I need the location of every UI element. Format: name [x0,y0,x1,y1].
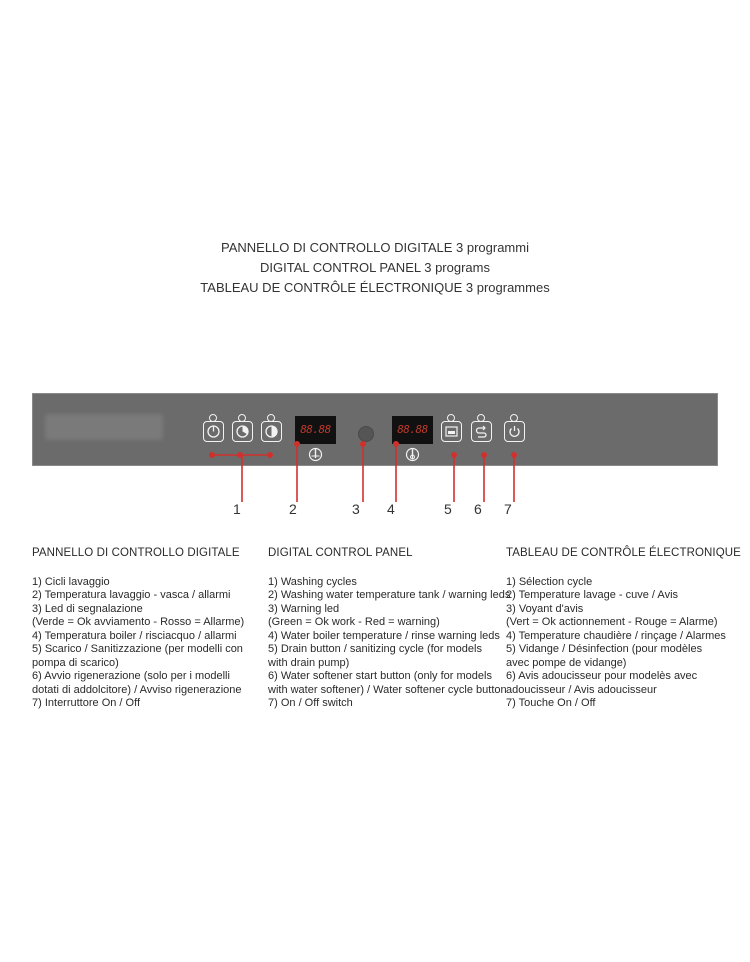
callout-number-1: 1 [233,501,241,517]
legend-line: with drain pump) [268,656,350,669]
legend-line: (Green = Ok work - Red = warning) [268,616,440,628]
legend-line: 4) Water boiler temperature / rinse warning leds [268,629,500,642]
legend-column-english [268,547,511,711]
legend-line: 3) Warning led [268,602,340,615]
boiler-temperature-display: 88.88 [392,416,433,444]
legend-line: 1) Sélection cycle [506,575,593,588]
legend-line: 1) Washing cycles [268,575,357,588]
legend-line: 7) Interruttore On / Off [32,697,141,709]
callout-number-7: 7 [504,501,512,517]
legend-line: 3) Voyant d'avis [506,602,584,615]
legend-line: adoucisseur / Avis adoucisseur [506,683,657,696]
legend-line: with water softener) / Water softener cycle button [268,683,507,696]
legend-line: 4) Temperatura boiler / risciacquo / allarmi [32,629,237,642]
callout-number-2: 2 [289,501,297,517]
title-italian: PANNELLO DI CONTROLLO DIGITALE 3 programmi [221,240,529,255]
legend-line: (Vert = Ok actionnement - Rouge = Alarme) [506,616,718,628]
legend-line: 6) Avvio rigenerazione (solo per i modelli [32,670,230,682]
column-heading: TABLEAU DE CONTRÔLE ÉLECTRONIQUE [506,547,741,559]
legend-line: dotati di addolcitore) / Avviso rigenerazione [32,683,242,696]
legend-line: 6) Avis adoucisseur pour modelès avec [506,670,698,682]
legend-line: (Verde = Ok avviamento - Rosso = Allarme) [32,616,245,628]
legend-line: 2) Temperatura lavaggio - vasca / allarmi [32,589,231,601]
legend-column-italian [32,547,272,711]
legend-line: 4) Temperature chaudière / rinçage / Alarmes [506,629,726,642]
legend-line: 5) Scarico / Sanitizzazione (per modelli con [32,643,243,655]
legend-line: 2) Washing water temperature tank / warning leds [268,589,511,601]
legend-line: pompa di scarico) [32,656,119,669]
callout-number-5: 5 [444,501,452,517]
legend-line: 5) Drain button / sanitizing cycle (for models [268,643,482,655]
callout-number-4: 4 [387,501,395,517]
legend-line: 2) Temperature lavage - cuve / Avis [506,589,679,601]
title-french: TABLEAU DE CONTRÔLE ÉLECTRONIQUE 3 programmes [200,280,550,295]
legend-line: 7) Touche On / Off [506,697,596,709]
title-english: DIGITAL CONTROL PANEL 3 programs [260,260,490,275]
legend-line: 1) Cicli lavaggio [32,575,110,588]
callout-number-6: 6 [474,501,482,517]
legend-line: 6) Water softener start button (only for models [268,670,492,682]
legend-line: 3) Led di segnalazione [32,602,143,615]
legend-line: 5) Vidange / Désinfection (pour modèles [506,643,703,655]
column-heading: DIGITAL CONTROL PANEL [268,547,413,559]
callout-number-3: 3 [352,501,360,517]
wash-temperature-display: 88.88 [295,416,336,444]
legend-line: 7) On / Off switch [268,697,353,709]
legend-column-french [506,547,746,711]
legend-line: avec pompe de vidange) [506,656,627,669]
column-heading: PANNELLO DI CONTROLLO DIGITALE [32,547,240,559]
